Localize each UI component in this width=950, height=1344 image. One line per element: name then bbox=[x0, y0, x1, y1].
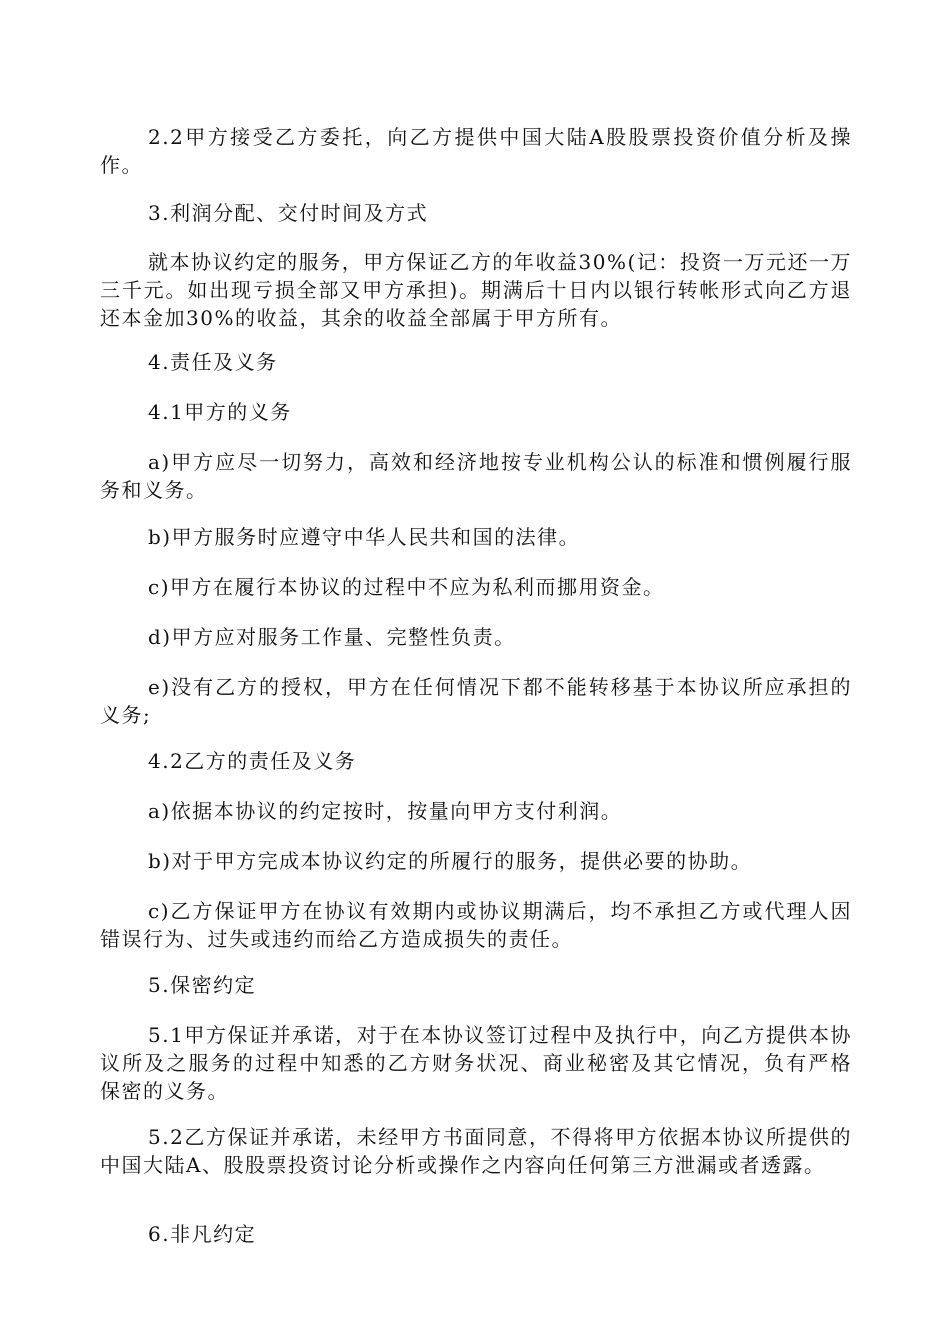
paragraph-4-1-b: b)甲方服务时应遵守中华人民共和国的法律。 bbox=[148, 525, 581, 549]
heading-section-3: 3.利润分配、交付时间及方式 bbox=[148, 201, 429, 225]
heading-section-5: 5.保密约定 bbox=[148, 973, 257, 997]
heading-section-4: 4.责任及义务 bbox=[148, 350, 278, 374]
heading-4-1: 4.1甲方的义务 bbox=[148, 400, 292, 424]
paragraph-2-2: 2.2甲方接受乙方委托，向乙方提供中国大陆A股股票投资价值分析及操作。 bbox=[100, 125, 852, 177]
paragraph-section-3-body: 就本协议约定的服务，甲方保证乙方的年收益30%(记：投资一万元还一万三千元。如出现亏损全部又甲方承担)。期满后十日内以银行转帐形式向乙方退还本金加30%的收益，其余的收益全部属于甲方所有。 bbox=[100, 250, 852, 330]
paragraph-4-2-b: b)对于甲方完成本协议约定的所履行的服务，提供必要的协助。 bbox=[148, 849, 753, 873]
paragraph-5-1: 5.1甲方保证并承诺，对于在本协议签订过程中及执行中，向乙方提供本协议所及之服务的过程中知悉的乙方财务状况、商业秘密及其它情况，负有严格保密的义务。 bbox=[100, 1023, 852, 1103]
heading-4-2: 4.2乙方的责任及义务 bbox=[148, 749, 357, 773]
paragraph-5-2: 5.2乙方保证并承诺，未经甲方书面同意，不得将甲方依据本协议所提供的中国大陆A、股股票投资讨论分析或操作之内容向任何第三方泄漏或者透露。 bbox=[100, 1125, 852, 1177]
paragraph-4-1-d: d)甲方应对服务工作量、完整性负责。 bbox=[148, 625, 516, 649]
paragraph-4-2-a: a)依据本协议的约定按时，按量向甲方支付利润。 bbox=[148, 799, 623, 823]
paragraph-4-2-c: c)乙方保证甲方在协议有效期内或协议期满后，均不承担乙方或代理人因错误行为、过失或违约而给乙方造成损失的责任。 bbox=[100, 899, 852, 951]
paragraph-4-1-a: a)甲方应尽一切努力，高效和经济地按专业机构公认的标准和惯例履行服务和义务。 bbox=[100, 450, 852, 502]
paragraph-4-1-e: e)没有乙方的授权，甲方在任何情况下都不能转移基于本协议所应承担的义务; bbox=[100, 675, 852, 727]
heading-section-6: 6.非凡约定 bbox=[148, 1222, 257, 1246]
paragraph-4-1-c: c)甲方在履行本协议的过程中不应为私利而挪用资金。 bbox=[148, 575, 665, 599]
